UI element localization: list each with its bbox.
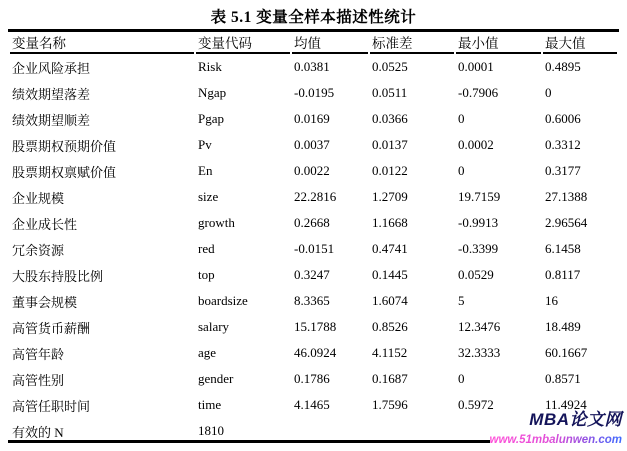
table-cell: 0: [458, 111, 465, 126]
table-cell: 0.3177: [545, 163, 581, 178]
table-cell: 0: [458, 371, 465, 386]
table-cell: salary: [198, 319, 230, 334]
table-row: [10, 54, 617, 80]
table-title: 表 5.1 变量全样本描述性统计: [210, 9, 417, 26]
table-cell: 绩效期望顺差: [12, 112, 91, 128]
table-cell: 32.3333: [458, 345, 501, 360]
table-cell: 0.3312: [545, 137, 581, 152]
table-row: [10, 366, 617, 392]
table-cell: 60.1667: [545, 345, 588, 360]
table-cell: 0.0381: [294, 59, 330, 74]
table-cell: -0.0195: [294, 85, 335, 100]
table-cell: 1.1668: [372, 215, 408, 230]
table-cell: 0.0525: [372, 59, 408, 74]
watermark-brand-logo: MBA论文网: [529, 410, 622, 429]
table-cell: Pgap: [198, 111, 224, 126]
table-cell: 高管性别: [12, 372, 65, 388]
table-cell: 0.0529: [458, 267, 494, 282]
table-bottom-rule: [8, 440, 490, 443]
table-cell: -0.0151: [294, 241, 335, 256]
table-cell: 0.1445: [372, 267, 408, 282]
table-cell: 1810: [198, 423, 224, 438]
table-cell: 0.1687: [372, 371, 408, 386]
table-cell: 46.0924: [294, 345, 337, 360]
table-cell: En: [198, 163, 213, 178]
table-cell: 18.489: [545, 319, 581, 334]
table-cell: 0.0037: [294, 137, 330, 152]
table-cell: 高管货币薪酬: [12, 320, 91, 336]
table-cell: 11.4924: [545, 397, 587, 412]
table-cell: 大股东持股比例: [12, 268, 104, 284]
table-cell: 0.8117: [545, 267, 581, 282]
table-cell: 1.2709: [372, 189, 408, 204]
table-cell: 8.3365: [294, 293, 330, 308]
watermark: [490, 411, 623, 447]
table-cell: red: [198, 241, 215, 256]
table-cell: Pv: [198, 137, 212, 152]
table-cell: 高管任职时间: [12, 398, 91, 414]
table-cell: 企业规模: [12, 190, 65, 206]
table-row: [10, 158, 617, 184]
table-cell: gender: [198, 371, 234, 386]
table-cell: top: [198, 267, 215, 282]
table-cell: size: [198, 189, 219, 204]
table-cell: 16: [545, 293, 558, 308]
table-cell: 15.1788: [294, 319, 337, 334]
table-cell: Risk: [198, 59, 222, 74]
table-cell: 1.6074: [372, 293, 408, 308]
table-cell: age: [198, 345, 217, 360]
table-row: [10, 262, 617, 288]
table-row: [10, 288, 617, 314]
table-cell: 0: [545, 85, 552, 100]
table-cell: 19.7159: [458, 189, 501, 204]
table-cell: 企业成长性: [12, 216, 78, 232]
table-row: [10, 80, 617, 106]
table-row: [10, 184, 617, 210]
table-cell: 股票期权预期价值: [12, 138, 117, 154]
table-cell: -0.3399: [458, 241, 499, 256]
table-cell: 0.4741: [372, 241, 408, 256]
table-cell: 0.0169: [294, 111, 330, 126]
table-cell: 0.0001: [458, 59, 494, 74]
table-cell: 0: [458, 163, 465, 178]
table-cell: 5: [458, 293, 465, 308]
table-body: [10, 54, 617, 444]
table-cell: 0.0002: [458, 137, 494, 152]
column-header-min: 最小值: [456, 32, 541, 54]
table-cell: 冗余资源: [12, 242, 65, 258]
table-cell: -0.9913: [458, 215, 499, 230]
column-header-variable-code: 变量代码: [196, 32, 290, 54]
table-cell: time: [198, 397, 222, 412]
table-cell: 0.0137: [372, 137, 408, 152]
table-cell: 0.8526: [372, 319, 408, 334]
table-cell: boardsize: [198, 293, 248, 308]
table-cell: 0.2668: [294, 215, 330, 230]
table-cell: 企业风险承担: [12, 60, 91, 76]
table-row: [10, 210, 617, 236]
table-cell: 27.1388: [545, 189, 588, 204]
table-cell: 2.96564: [545, 215, 588, 230]
table-row: [10, 340, 617, 366]
table-row: [10, 106, 617, 132]
descriptive-statistics-table: [8, 32, 619, 444]
table-cell: 4.1465: [294, 397, 330, 412]
table-cell: 0.4895: [545, 59, 581, 74]
table-cell: 4.1152: [372, 345, 408, 360]
column-header-max: 最大值: [543, 32, 617, 54]
table-row: [10, 132, 617, 158]
table-cell: 0.5972: [458, 397, 494, 412]
column-header-std-dev: 标准差: [370, 32, 454, 54]
table-cell: Ngap: [198, 85, 227, 100]
table-cell: 12.3476: [458, 319, 501, 334]
watermark-url: www.51mbalunwen.com: [489, 433, 622, 446]
table-cell: 0.0366: [372, 111, 408, 126]
table-row: [10, 314, 617, 340]
table-cell: 1.7596: [372, 397, 408, 412]
table-cell: 0.3247: [294, 267, 330, 282]
table-cell: 22.2816: [294, 189, 337, 204]
table-cell: 0.1786: [294, 371, 330, 386]
table-row: [10, 236, 617, 262]
table-cell: 0.0122: [372, 163, 408, 178]
table-cell: 高管年龄: [12, 346, 65, 362]
column-header-mean: 均值: [292, 32, 368, 54]
table-cell: 6.1458: [545, 241, 581, 256]
table-cell: 董事会规模: [12, 294, 78, 310]
table-header: [10, 32, 617, 54]
table-cell: growth: [198, 215, 235, 230]
table-cell: 0.6006: [545, 111, 581, 126]
table-cell: 0.8571: [545, 371, 581, 386]
table-cell: 股票期权禀赋价值: [12, 164, 117, 180]
table-cell: 有效的 N: [12, 424, 64, 440]
table-cell: 0.0511: [372, 85, 408, 100]
table-cell: 绩效期望落差: [12, 86, 91, 102]
table-cell: 0.0022: [294, 163, 330, 178]
table-header-row: [10, 32, 617, 54]
column-header-variable-name: 变量名称: [10, 32, 194, 54]
table-cell: -0.7906: [458, 85, 499, 100]
